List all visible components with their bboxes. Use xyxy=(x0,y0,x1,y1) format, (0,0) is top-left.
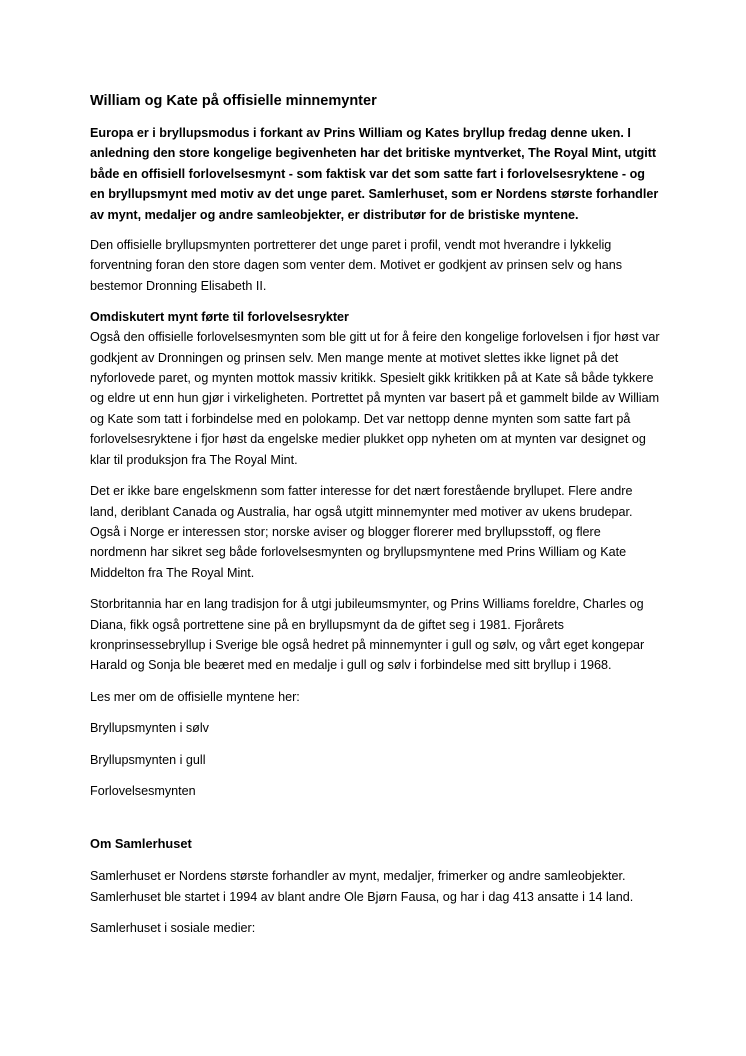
article-title: William og Kate på offisielle minnemynter xyxy=(90,93,377,109)
section-spacer xyxy=(90,812,660,834)
article-paragraph-1: Den offisielle bryllupsmynten portretterer det unge paret i profil, vendt mot hverandre i lykkelig forventning foran den store dagen som venter dem. Motivet er godkjent av prinsen selv og hans bestemor Dronning Elisabeth II. xyxy=(90,238,623,293)
social-media-text: Samlerhuset i sosiale medier: xyxy=(90,921,256,936)
article-paragraph-2: Også den offisielle forlovelsesmynten som ble gitt ut for å feire den kongelige forlovelsen i fjor høst var godkjent av Dronningen og prinsen selv. Men mange mente at motivet slettes ikke lignet på det nyforlovede paret, og mynten mottok massiv kritikk. Spesielt gikk kritikken på at Kate så både tykkere og eldre ut enn hun gjør i virkeligheten. Portrettet på mynten var basert på et gammelt bilde av William og Kate som tatt i forbindelse med en polokamp. Det var nettopp denne mynten som satte fart på forlovelsesryktene i fjor høst da engelske medier plukket opp nyheten om at mynten var designet og klar til produksjon fra The Royal Mint. xyxy=(90,330,660,467)
article-section xyxy=(90,307,660,470)
article-paragraph-4: Storbritannia har en lang tradisjon for å utgi jubileumsmynter, og Prins Williams foreldre, Charles og Diana, fikk også portrettene sine på en bryllupsmynt da de giftet seg i 1981. Fjorårets kronprinsessebryllup i Sverige ble også hedret på minnemynter i gull og sølv, og vårt eget kongepar Harald og Sonja ble beæret med en medalje i gull og sølv i forbindelse med sitt bryllup i 1968. xyxy=(90,597,645,673)
link-wedding-coin-gold[interactable]: Bryllupsmynten i gull xyxy=(90,752,206,767)
link-wedding-coin-silver[interactable]: Bryllupsmynten i sølv xyxy=(90,721,209,736)
about-text: Samlerhuset er Nordens største forhandler av mynt, medaljer, frimerker og andre samleobjekter. Samlerhuset ble startet i 1994 av blant andre Ole Bjørn Fausa, og har i dag 413 ansatte i 14 land. xyxy=(90,869,634,904)
link-engagement-coin[interactable]: Forlovelsesmynten xyxy=(90,783,196,798)
read-more-text: Les mer om de offisielle myntene her: xyxy=(90,689,300,704)
about-heading: Om Samlerhuset xyxy=(90,836,192,852)
article-paragraph-3: Det er ikke bare engelskmenn som fatter interesse for det nært forestående bryllupet. Flere andre land, deriblant Canada og Australia, har også utgitt minnemynter med motiver av ukens brudepar. Også i Norge er interessen stor; norske aviser og blogger florerer med bryllupsstoff, og flere nordmenn har sikret seg både forlovelsesmynten og bryllupsmyntene med Prins William og Kate Middelton fra The Royal Mint. xyxy=(90,484,633,580)
document-page xyxy=(90,90,660,950)
section-subheading: Omdiskutert mynt førte til forlovelsesrykter xyxy=(90,310,349,325)
article-lead: Europa er i bryllupsmodus i forkant av Prins William og Kates bryllup fredag denne uken. I anledning den store kongelige begivenheten har det britiske myntverket, The Royal Mint, utgitt både en offisiell forlovelsesmynt - som faktisk var det som satte fart i forlovelsesryktene - og en bryllupsmynt med motiv av det unge paret. Samlerhuset, som er Nordens største forhandler av mynt, medaljer og andre samleobjekter, er distributør for de bristiske myntene. xyxy=(90,126,659,222)
